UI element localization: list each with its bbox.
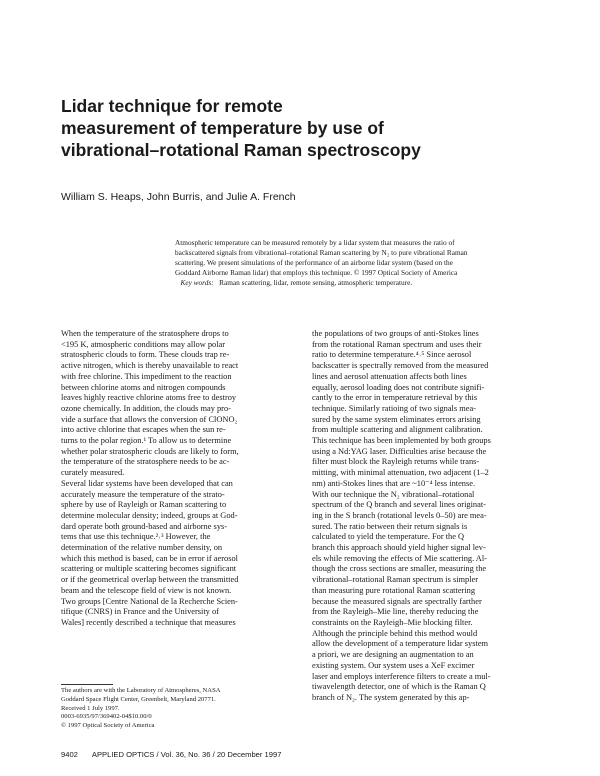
- body-text-line: constraints on the Rayleigh–Mie blocking filter.: [312, 617, 473, 627]
- abstract-line: Goddard Airborne Raman lidar) that employs this technique. © 1997 Optical Society of America: [175, 268, 458, 277]
- body-text-line: dard operate both ground-based and airborne sys-: [61, 521, 228, 531]
- body-text-line: stratospheric clouds to form. These clouds trap re-: [61, 350, 230, 360]
- body-text-line: than measuring pure rotational Raman scattering: [312, 585, 476, 595]
- page-footer: [61, 750, 281, 759]
- body-text-line: tifique (CNRS) in France and the University of: [61, 607, 219, 617]
- paper-title: [61, 95, 531, 161]
- body-text-line: accurately measure the temperature of the strato-: [61, 489, 225, 499]
- body-text-line: nm) anti-Stokes lines that are ~10⁻⁴ less intense.: [312, 478, 476, 488]
- body-text-line: backscatter is spectrally removed from the measured: [312, 361, 489, 371]
- body-text-line: determine molecular density; indeed, groups at God-: [61, 510, 238, 520]
- body-text-line: sphere by use of Rayleigh or Raman scattering to: [61, 500, 227, 510]
- body-text-line: leaves highly reactive chlorine atoms free to destroy: [61, 393, 237, 403]
- body-text-line: tems that use this technique.²˒³ However, the: [61, 532, 211, 542]
- body-text-line: vide a surface that allows the conversion of ClONO₂: [61, 414, 238, 424]
- body-text-line: though the cross sections are smaller, measuring the: [312, 564, 487, 574]
- body-text-line: curately measured.: [61, 468, 125, 478]
- body-column-left: [61, 329, 314, 629]
- footnote-line: Goddard Space Flight Center, Greenbelt, Maryland 20771.: [61, 695, 216, 703]
- body-text-line: Although the principle behind this method would: [312, 628, 478, 638]
- body-text-line: which this method is based, can be in error if aerosol: [61, 553, 238, 563]
- body-text-line: existing system. Our system uses a XeF excimer: [312, 660, 475, 670]
- footnote-line: 0003-6935/97/369402-04$10.00/0: [61, 713, 152, 721]
- body-text-line: cantly to the error in temperature retrieval by this: [312, 393, 478, 403]
- keywords-text: Raman scattering, lidar, remote sensing, atmospheric temperature.: [219, 278, 413, 287]
- body-text-line: <195 K, atmospheric conditions may allow polar: [61, 339, 226, 349]
- body-text-line: When the temperature of the stratosphere drops to: [61, 329, 229, 338]
- body-text-line: technique. Similarly ratioing of two signals mea-: [312, 403, 476, 413]
- body-text-line: between chlorine atoms and nitrogen compounds: [61, 382, 226, 392]
- footnote-line: © 1997 Optical Society of America: [61, 722, 155, 730]
- body-text-line: the temperature of the stratosphere needs to be ac-: [61, 457, 230, 467]
- abstract: [175, 238, 535, 288]
- body-text-line: calculated to yield the temperature. For the Q: [312, 532, 465, 542]
- body-text-line: because the measured signals are spectrally farther: [312, 596, 482, 606]
- title-line: measurement of temperature by use of: [61, 118, 384, 138]
- body-text-line: ratio to determine temperature.⁴˒⁵ Since aerosol: [312, 350, 472, 360]
- body-text-line: a priori, we are designing an augmentation to an: [312, 650, 474, 660]
- keywords-label: Key words:: [180, 278, 214, 287]
- body-text-line: tiwavelength detector, one of which is the Raman Q: [312, 682, 486, 692]
- body-text-line: sured. The ratio between their return signals is: [312, 521, 468, 531]
- body-text-line: beam and the telescope field of view is not known.: [61, 585, 232, 595]
- body-text-line: branch this approach should yield higher signal lev-: [312, 543, 486, 553]
- body-text-line: els while removing the effects of Mie scattering. Al-: [312, 553, 487, 563]
- body-text-line: with free chlorine. This impediment to the reaction: [61, 371, 232, 381]
- abstract-line: scattering. We present simulations of the performance of an airborne lidar system (based on the: [175, 258, 453, 267]
- footnote: [61, 687, 316, 731]
- title-line: Lidar technique for remote: [61, 96, 283, 116]
- body-text-line: active nitrogen, which is thereby unavailable to react: [61, 361, 239, 371]
- body-column-right: [312, 329, 565, 704]
- body-text-line: filter must block the Rayleigh returns while trans-: [312, 457, 480, 467]
- body-text-line: With our technique the N₂ vibrational–rotational: [312, 489, 475, 499]
- footnote-line: The authors are with the Laboratory of Atmospheres, NASA: [61, 687, 221, 694]
- body-text-line: from the Rayleigh–Mie line, thereby reducing the: [312, 607, 479, 617]
- body-text-line: equally, aerosol loading does not contribute signifi-: [312, 382, 485, 392]
- body-text-line: the populations of two groups of anti-Stokes lines: [312, 329, 479, 338]
- author-list: William S. Heaps, John Burris, and Julie A. French: [61, 191, 296, 203]
- title-line: vibrational–rotational Raman spectroscopy: [61, 140, 421, 160]
- footnote-line: Received 1 July 1997.: [61, 704, 120, 712]
- body-text-line: vibrational–rotational Raman spectrum is simpler: [312, 575, 479, 585]
- page-number: 9402: [61, 750, 78, 759]
- body-text-line: Several lidar systems have been developed that can: [61, 478, 233, 488]
- body-text-line: mitting, with minimal attenuation, two adjacent (1–2: [312, 468, 489, 478]
- keywords: [175, 278, 535, 288]
- body-text-line: whether polar stratospheric clouds are likely to form,: [61, 446, 239, 456]
- body-text-line: determination of the relative number density, on: [61, 543, 223, 553]
- body-text-line: lines and aerosol attenuation affects both lines: [312, 371, 467, 381]
- body-text-line: branch of N₂. The system generated by this ap-: [312, 692, 470, 702]
- journal-citation: APPLIED OPTICS / Vol. 36, No. 36 / 20 December 1997: [91, 750, 282, 759]
- body-text-line: allow the development of a temperature lidar system: [312, 639, 489, 649]
- body-text-line: spectrum of the Q branch and several lines originat-: [312, 500, 486, 510]
- body-text-line: sured by the same system eliminates errors arising: [312, 414, 481, 424]
- body-text-line: using a Nd:YAG laser. Difficulties arise because the: [312, 446, 487, 456]
- abstract-line: Atmospheric temperature can be measured remotely by a lidar system that measures the ratio of: [175, 238, 455, 247]
- body-text-line: or if the geometrical overlap between the transmitted: [61, 575, 239, 585]
- footnote-divider: [61, 684, 113, 685]
- body-text-line: This technique has been implemented by both groups: [312, 436, 491, 446]
- body-text-line: Two groups [Centre National de la Recherche Scien-: [61, 596, 238, 606]
- body-text-line: laser and employs interference filters to create a mul-: [312, 671, 491, 681]
- body-text-line: turns to the polar region.¹ To allow us to determine: [61, 436, 232, 446]
- body-text-line: ing in the S branch (rotational levels 0–50) are mea-: [312, 510, 487, 520]
- body-text-line: into active chlorine that escapes when the sun re-: [61, 425, 226, 435]
- body-text-line: ozone chemically. In addition, the clouds may pro-: [61, 403, 231, 413]
- body-text-line: from multiple scattering and alignment calibration.: [312, 425, 483, 435]
- body-text-line: Wales] recently described a technique that measures: [61, 617, 236, 627]
- body-text-line: from the rotational Raman spectrum and uses their: [312, 339, 482, 349]
- abstract-line: backscattered signals from vibrational–rotational Raman scattering by N₂ to pure vibrational Raman: [175, 248, 468, 257]
- body-text-line: scattering or multiple scattering becomes significant: [61, 564, 237, 574]
